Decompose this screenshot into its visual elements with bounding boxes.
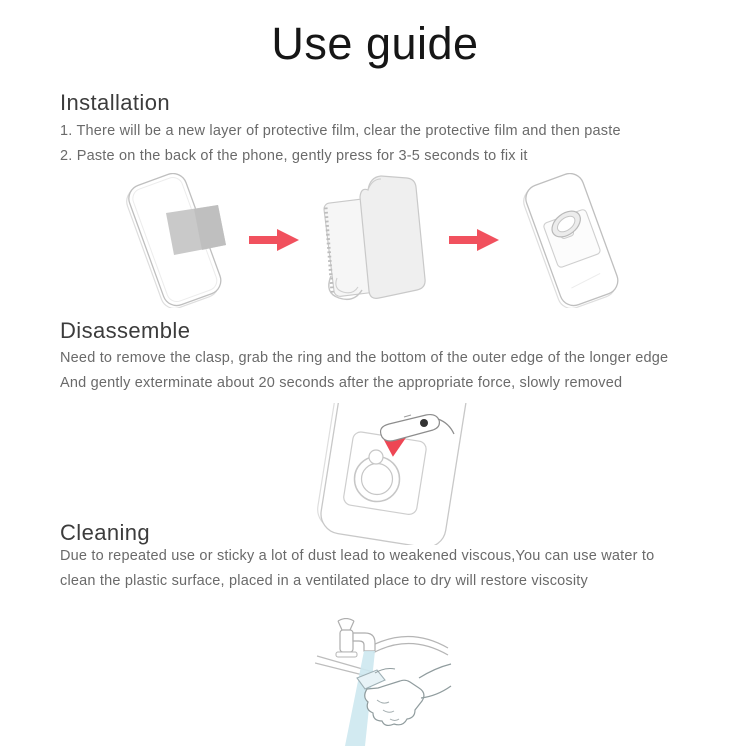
instruction-line: Due to repeated use or sticky a lot of dust lead to weakened viscous,You can use water to <box>60 548 655 564</box>
cleaning-heading: Cleaning <box>60 520 151 545</box>
installation-instructions <box>60 119 621 169</box>
installation-heading: Installation <box>60 90 170 115</box>
instruction-line: 2. Paste on the back of the phone, gently press for 3-5 seconds to fix it <box>60 148 528 164</box>
installation-steps-row <box>118 170 630 310</box>
instruction-line: 1. There will be a new layer of protective film, clear the protective film and then paste <box>60 123 621 139</box>
holder-peel-film-icon <box>315 173 433 308</box>
instruction-line: clean the plastic surface, placed in a ventilated place to dry will restore viscosity <box>60 573 588 589</box>
arrow-right-icon <box>449 228 499 252</box>
disassemble-heading: Disassemble <box>60 318 191 343</box>
instruction-line: Need to remove the clasp, grab the ring and the bottom of the outer edge of the longer edge <box>60 350 669 366</box>
disassemble-instructions <box>60 346 668 396</box>
faucet-rinse-icon <box>315 618 453 748</box>
phone-film-icon <box>118 173 233 308</box>
arrow-right-icon <box>249 228 299 252</box>
instruction-line: And gently exterminate about 20 seconds after the appropriate force, slowly removed <box>60 375 623 391</box>
phone-ring-icon <box>515 173 630 308</box>
page-title: Use guide <box>271 18 479 69</box>
disassemble-finger-pull-icon <box>300 403 480 545</box>
cleaning-instructions <box>60 544 654 594</box>
